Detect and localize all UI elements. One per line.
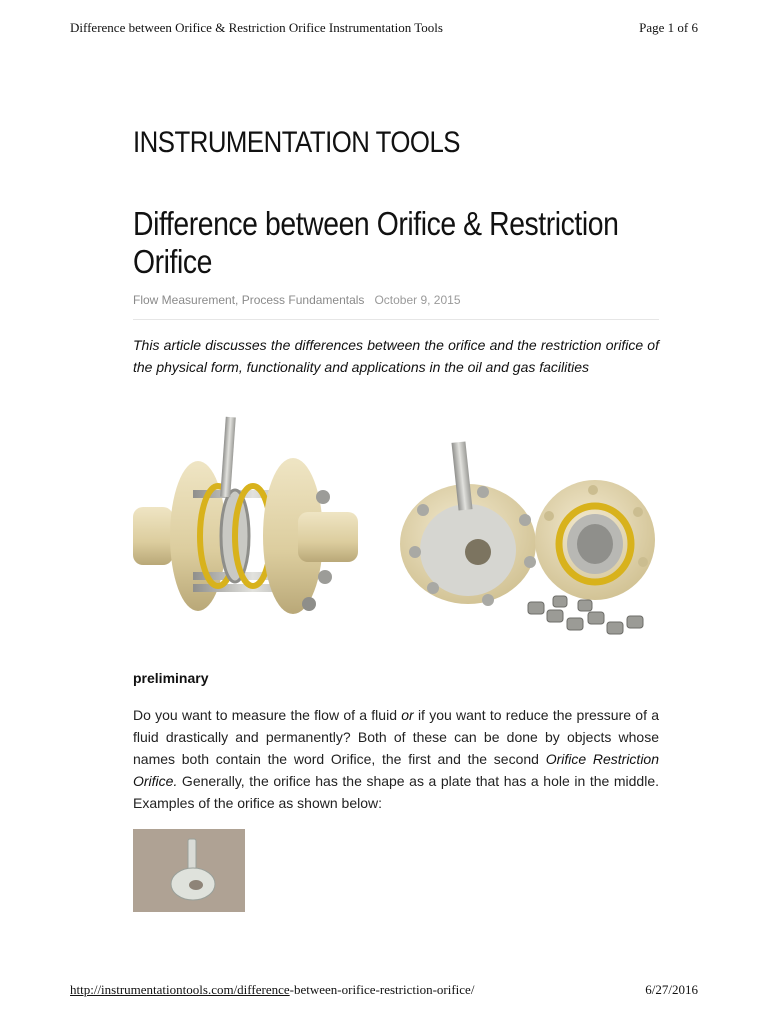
print-header xyxy=(70,20,698,40)
body-text-part: Do you want to measure the flow of a fluid xyxy=(133,707,402,723)
page-number: Page 1 of 6 xyxy=(639,20,698,35)
article-categories[interactable]: Flow Measurement, Process Fundamentals xyxy=(133,293,365,307)
page-url[interactable] xyxy=(70,982,474,998)
print-date: 6/27/2016 xyxy=(645,982,698,997)
body-text-part: Generally, the orifice has the shape as a plate that has a hole in the middle. Examples of the orifice as shown below: xyxy=(133,773,659,811)
orifice-plate-photo xyxy=(133,829,245,912)
page-url-underlined[interactable]: http://instrumentationtools.com/difference xyxy=(70,982,290,997)
article-date: October 9, 2015 xyxy=(374,293,461,307)
article-intro: This article discusses the differences between the orifice and the restriction orifice of the physical form, functionality and applications in the oil and gas facilities xyxy=(133,337,659,375)
assembled-orifice-flange xyxy=(133,417,358,614)
page-url-rest[interactable]: -between-orifice-restriction-orifice/ xyxy=(289,982,475,997)
site-title[interactable]: INSTRUMENTATION TOOLS xyxy=(133,126,460,159)
body-emphasis: Orifice Restriction Orifice. xyxy=(133,751,660,789)
meta-divider xyxy=(133,319,659,320)
article-body xyxy=(133,704,659,814)
article-meta xyxy=(133,293,461,307)
print-footer xyxy=(70,982,698,1002)
body-text-part: if you want to reduce the pressure of a fluid drastically and permanently? Both of these can be done by objects whose names both contain the word Orifice, the first and the second xyxy=(133,707,659,767)
print-header-title: Difference between Orifice & Restriction Orifice Instrumentation Tools xyxy=(70,20,443,35)
article-title: Difference between Orifice & Restriction Orifice xyxy=(133,205,619,280)
section-heading: preliminary xyxy=(133,670,209,686)
orifice-assemblies-photo xyxy=(133,412,659,648)
orifice-plate-and-flange xyxy=(400,441,655,634)
body-emphasis: or xyxy=(401,707,414,723)
